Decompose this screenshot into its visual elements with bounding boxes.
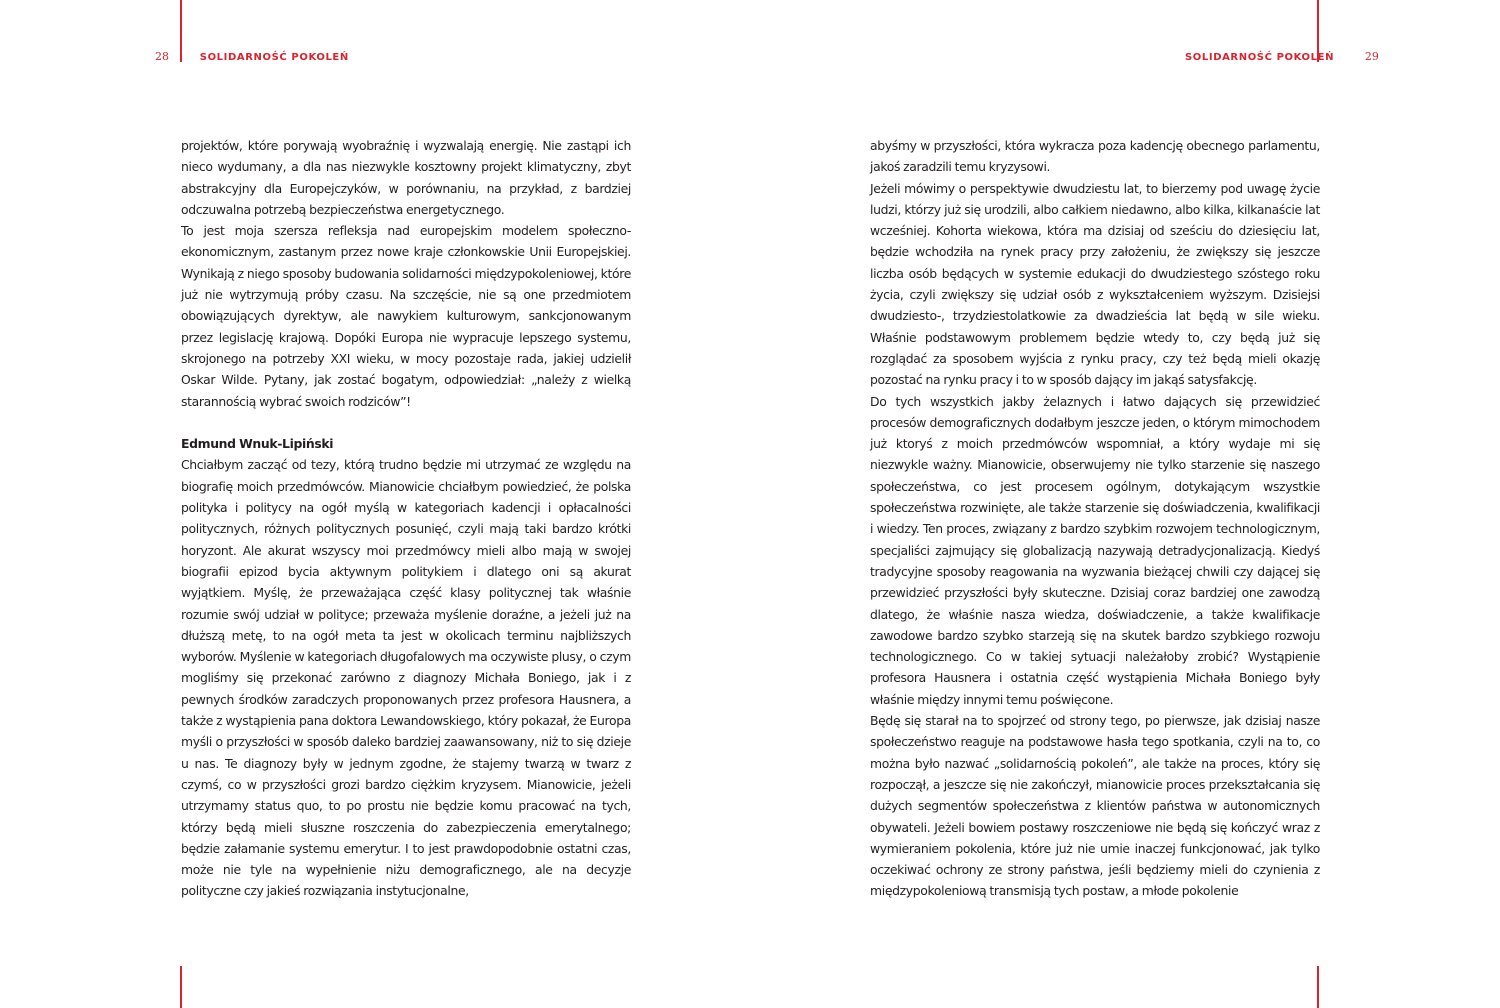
right-page-body (870, 135, 1320, 902)
right-paragraph-1: abyśmy w przyszłości, która wykracza poza kadencję obecnego parlamentu, jakoś zaradzili temu kryzysowi. (870, 138, 1320, 175)
right-running-title: SOLIDARNOŚĆ POKOLEŃ (1185, 52, 1335, 63)
left-running-title: SOLIDARNOŚĆ POKOLEŃ (199, 52, 349, 63)
right-paragraph-4: Będę się starał na to spojrzeć od strony tego, po pierwsze, jak dzisiaj nasze społeczeństwo reaguje na podstawowe hasła tego spotkania, czyli na to, co można było nazwać „solidarnością pokoleń”, ale także na proces, który się rozpoczął, a jeszcze się nie zakończył, mianowicie proces przekształcania się dużych segmentów społeczeństwa z klientów państwa w autonomicznych obywateli. Jeżeli bowiem postawy roszczeniowe nie będą się kończyć wraz z wymieraniem pokolenia, które już nie umie inaczej funkcjonować, jak tylko oczekiwać ochrony ze strony państwa, jeśli będziemy mieli do czynienia z międzypokoleniową transmisją tych postaw, a młode pokolenie (870, 713, 1320, 899)
left-paragraph-1: projektów, które porywają wyobraźnię i wyzwalają energię. Nie zastąpi ich nieco wydumany, a dla nas niezwykle kosztowny projekt klimatyczny, zbyt abstrakcyjny dla Europejczyków, w porównaniu, na przykład, z bardziej odczuwalna potrzebą bezpieczeństwa energetycznego. (181, 138, 631, 217)
left-running-head (155, 50, 349, 63)
left-page-number: 28 (155, 50, 169, 63)
right-paragraph-2: Jeżeli mówimy o perspektywie dwudziestu lat, to bierzemy pod uwagę życie ludzi, którzy już się urodzili, albo całkiem niedawno, albo kilka, kilkanaście lat wcześniej. Kohorta wiekowa, która ma dzisiaj od sześciu do dziesięciu lat, będzie wchodziła na rynek pracy przy założeniu, że zwiększy się jeszcze liczba osób będących w systemie edukacji do dwudziestego szóstego roku życia, czyli zwiększy się udział osób z wykształceniem wyższym. Dzisiejsi dwudziesto-, trzydziestolatkowie za dwadzieścia lat będą w sile wieku. Właśnie podstawowym problemem będzie wtedy to, czy będą już się rozglądać za sposobem wyjścia z rynku pracy, czy też będą mieli okazję pozostać na rynku pracy i to w sposób dający im jakąś satysfakcję. (870, 180, 1320, 388)
speaker-name: Edmund Wnuk-Lipiński (181, 436, 334, 452)
left-bottom-rule (180, 966, 182, 1008)
speaker-paragraph: Chciałbym zacząć od tezy, którą trudno będzie mi utrzymać ze względu na biografię moich przedmówców. Mianowicie chciałbym powiedzieć, że polska polityka i politycy na ogół myślą w kategoriach kadencji i opłacalności politycznych, różnych politycznych posunięć, czyli mają taki bardzo krótki horyzont. Ale akurat wszyscy moi przedmówcy mieli albo mają w swojej biografii epizod bycia aktywnym politykiem i dlatego oni są akurat wyjątkiem. Myślę, że przeważająca część klasy politycznej tak właśnie rozumie swój udział w polityce; przeważa myślenie doraźne, a jeżeli już na dłuższą metę, to na ogół meta ta jest w okolicach terminu najbliższych wyborów. Myślenie w kategoriach długofalowych ma oczywiste plusy, o czym mogliśmy się przekonać zarówno z diagnozy Michała Boniego, jak i z pewnych środków zaradczych proponowanych przez profesora Hausnera, a także z wystąpienia pana doktora Lewandowskiego, który pokazał, że Europa myśli o przyszłości w sposób daleko bardziej zaawansowany, niż to się dzieje u nas. Te diagnozy były w jednym zgodne, że stajemy twarzą w twarz z czymś, co w przyszłości grozi bardzo ciężkim kryzysem. Mianowicie, jeżeli utrzymamy status quo, to po prostu nie będzie komu pracować na tych, którzy będą mieli słuszne roszczenia do zabezpieczenia emerytalnego; będzie załamanie systemu emerytur. I to jest prawdopodobnie ostatni czas, może nie tyle na wypełnienie niżu demograficznego, ale na decyzje polityczne czy jakieś rozwiązania instytucjonalne, (181, 457, 631, 899)
left-page-body (181, 135, 631, 902)
right-paragraph-3: Do tych wszystkich jakby żelaznych i łatwo dających się przewidzieć procesów demograficznych dodałbym jeszcze jeden, o którym mimochodem już ktoryś z moich przedmówców wspomniał, a który wydaje mi się niezwykle ważny. Mianowicie, obserwujemy nie tylko starzenie się naszego społeczeństwa, co jest procesem ogólnym, dotykającym wszystkie społeczeństwa rozwinięte, ale także starzenie się doświadczenia, kwalifikacji i wiedzy. Ten proces, związany z bardzo szybkim rozwojem technologicznym, specjaliści zajmujący się globalizacją nazywają detradycjonalizacją. Kiedyś tradycyjne sposoby reagowania na wyzwania bieżącej chwili czy dającej się przewidzieć przyszłości były skuteczne. Dzisiaj coraz bardziej one zawodzą dlatego, że właśnie nasza wiedza, doświadczenie, a także kwalifikacje zawodowe bardzo szybko starzeją się na skutek bardzo szybkiego rozwoju technologicznego. Co w takiej sytuacji należałoby zrobić? Wystąpienie profesora Hausnera i ostatnia część wystąpienia Michała Boniego były właśnie między innymi temu poświęcone. (870, 393, 1320, 707)
left-paragraph-2: To jest moja szersza refleksja nad europejskim modelem społeczno-ekonomicznym, zastanym przez nowe kraje członkowskie Unii Europejskiej. Wynikają z niego sposoby budowania solidarności międzypokoleniowej, które już nie wytrzymują próby czasu. Na szczęście, nie są one przedmiotem obowiązujących dyrektyw, ale nawykiem kulturowym, sankcjonowanym przez legislację krajową. Dopóki Europa nie wypracuje lepszego systemu, skrojonego na potrzeby XXI wieku, w mocy pozostaje rada, jakiej udzielił Oskar Wilde. Pytany, jak zostać bogatym, odpowiedział: „należy z wielką starannością wybrać swoich rodziców”! (181, 223, 631, 409)
section-spacer (181, 412, 631, 433)
right-page-number: 29 (1364, 50, 1379, 63)
right-bottom-rule (1317, 966, 1319, 1008)
right-running-head (1185, 50, 1379, 63)
